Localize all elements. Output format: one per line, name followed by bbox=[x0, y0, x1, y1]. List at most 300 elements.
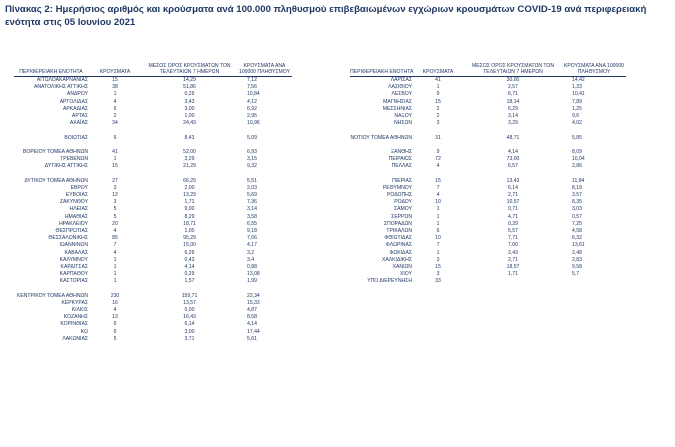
cell-unit: ΗΛΕΙΑΣ bbox=[69, 206, 88, 213]
cell-per100k: 8,68 bbox=[247, 314, 257, 321]
header-avg: ΜΕΣΟΣ ΟΡΟΣ ΚΡΟΥΣΜΑΤΩΝ ΤΟΝ ΤΕΛΕΥΤΑΙΩΝ 7 ΗΜΕΡΩΝ bbox=[148, 63, 231, 76]
cell-cases: 3 bbox=[113, 199, 117, 206]
cell-cases: 1 bbox=[113, 271, 117, 278]
cell-cases: 15 bbox=[435, 263, 441, 270]
cell-per100k: 2,95 bbox=[247, 112, 257, 119]
cell-cases: 9 bbox=[436, 91, 440, 98]
cell-cases: 15 bbox=[112, 77, 118, 83]
cell-unit: ΙΩΑΝΝΙΝΩΝ bbox=[59, 242, 88, 249]
table-row bbox=[14, 321, 292, 328]
cell-avg: 66,29 bbox=[183, 177, 196, 184]
cell-avg: 2,57 bbox=[508, 84, 518, 91]
table-row bbox=[14, 156, 292, 163]
table-row bbox=[14, 206, 292, 213]
cell-unit: ΠΙΕΡΙΑΣ bbox=[392, 177, 412, 184]
cell-avg: 3,00 bbox=[184, 105, 195, 112]
right-table-header bbox=[350, 62, 626, 77]
cell-per100k: 2,48 bbox=[572, 249, 582, 256]
cell-unit: ΖΑΚΥΝΘΟΥ bbox=[59, 199, 88, 206]
cell-per100k: 8,09 bbox=[572, 148, 582, 155]
cell-per100k: 13,08 bbox=[247, 271, 260, 278]
cell-avg: 1,00 bbox=[184, 227, 195, 234]
cell-per100k: 3,4 bbox=[247, 256, 255, 263]
header-unit: ΠΕΡΙΦΕΡΕΙΑΚΗ ΕΝΟΤΗΤΑ bbox=[350, 68, 414, 75]
cell-avg: 48,71 bbox=[506, 134, 520, 141]
cell-avg: 18,14 bbox=[506, 98, 520, 105]
table-row bbox=[14, 199, 292, 206]
cell-cases: 1 bbox=[436, 206, 440, 213]
cell-avg: 3,29 bbox=[184, 156, 195, 163]
cell-avg: 4,71 bbox=[508, 213, 518, 220]
cell-cases: 27 bbox=[112, 177, 118, 184]
cell-per100k: 5,09 bbox=[247, 134, 257, 141]
cell-unit: ΛΑΚΩΝΙΑΣ bbox=[62, 335, 88, 342]
cell-per100k: 4,17 bbox=[247, 242, 257, 249]
cell-cases: 3 bbox=[113, 184, 117, 191]
cell-avg: 2,00 bbox=[184, 184, 195, 191]
cell-per100k: 6,93 bbox=[247, 148, 257, 155]
cell-cases: 1 bbox=[113, 278, 117, 285]
cell-unit: ΔΥΤΙΚΗΣ ΑΤΤΙΚΗΣ bbox=[44, 163, 88, 170]
cell-per100k: 14,42 bbox=[572, 77, 585, 83]
cell-avg: 6,57 bbox=[508, 163, 518, 170]
cell-unit: ΚΑΡΠΑΘΟΥ bbox=[59, 271, 88, 278]
cell-unit: ΑΡΓΟΛΙΔΑΣ bbox=[59, 98, 88, 105]
cell-unit: ΡΕΘΥΜΝΟΥ bbox=[382, 184, 412, 191]
cell-avg: 7,00 bbox=[508, 242, 518, 249]
cell-unit: ΑΙΤΩΛΟΑΚΑΡΝΑΝΙΑΣ bbox=[36, 77, 88, 83]
left-table-header bbox=[14, 62, 292, 77]
cell-avg: 6,14 bbox=[508, 184, 518, 191]
cell-unit: ΑΡΚΑΔΙΑΣ bbox=[63, 105, 88, 112]
cell-avg: 4,14 bbox=[508, 148, 518, 155]
cell-avg: 1,71 bbox=[184, 199, 195, 206]
cell-cases: 7 bbox=[113, 242, 117, 249]
table-row bbox=[350, 271, 626, 278]
cell-per100k: 6,92 bbox=[247, 105, 257, 112]
table-row bbox=[14, 314, 292, 321]
cell-per100k: 7,56 bbox=[247, 84, 257, 91]
table-row bbox=[350, 77, 626, 84]
header-unit: ΠΕΡΙΦΕΡΕΙΑΚΗ ΕΝΟΤΗΤΑ bbox=[19, 68, 83, 75]
cell-unit: ΠΕΛΛΑΣ bbox=[391, 163, 412, 170]
cell-avg: 3,71 bbox=[184, 335, 195, 342]
cell-cases: 3 bbox=[436, 271, 440, 278]
cell-cases: 15 bbox=[435, 177, 441, 184]
cell-per100k: 9,6 bbox=[572, 112, 580, 119]
table-row bbox=[350, 257, 626, 264]
table-row bbox=[14, 192, 292, 199]
table-row bbox=[14, 235, 292, 242]
cell-unit: ΚΙΛΚΙΣ bbox=[71, 307, 88, 313]
cell-cases: 6 bbox=[113, 105, 117, 112]
cell-unit: ΦΘΙΩΤΙΔΑΣ bbox=[384, 235, 412, 242]
table-row bbox=[14, 257, 292, 264]
cell-avg: 2,71 bbox=[508, 256, 518, 263]
cell-unit: ΝΟΤΙΟΥ ΤΟΜΕΑ ΑΘΗΝΩΝ bbox=[350, 134, 412, 141]
table-row bbox=[350, 84, 626, 91]
group-spacer bbox=[14, 142, 292, 149]
table-row bbox=[14, 178, 292, 185]
cell-avg: 0,43 bbox=[184, 256, 195, 263]
cell-per100k: 10,84 bbox=[247, 91, 260, 98]
table-row bbox=[14, 84, 292, 91]
cell-cases: 5 bbox=[113, 206, 117, 213]
cell-unit: ΓΡΕΒΕΝΩΝ bbox=[60, 156, 88, 163]
table-row bbox=[14, 264, 292, 271]
cell-unit: ΗΡΑΚΛΕΙΟΥ bbox=[59, 220, 88, 227]
cell-unit: ΜΑΓΝΗΣΙΑΣ bbox=[383, 98, 412, 105]
table-row bbox=[350, 264, 626, 271]
cell-avg: 4,14 bbox=[184, 263, 195, 270]
table-row bbox=[350, 149, 626, 156]
cell-cases: 2 bbox=[436, 105, 440, 112]
table-row bbox=[350, 106, 626, 113]
cell-per100k: 3,58 bbox=[247, 213, 257, 220]
table-row bbox=[350, 242, 626, 249]
table-row bbox=[14, 329, 292, 336]
cell-cases: 15 bbox=[435, 98, 441, 105]
cell-unit: ΚΩ bbox=[80, 328, 88, 335]
cell-unit: ΥΠΟ ΔΙΕΡΕΥΝΗΣΗ bbox=[367, 278, 412, 285]
cell-unit: ΘΕΣΠΡΩΤΙΑΣ bbox=[55, 227, 88, 234]
cell-cases: 1 bbox=[113, 156, 117, 163]
cell-per100k: 4,02 bbox=[572, 120, 582, 127]
cell-per100k bbox=[562, 278, 626, 285]
cell-cases: 3 bbox=[436, 256, 440, 263]
cell-cases: 2 bbox=[436, 112, 440, 119]
cell-per100k: 2,03 bbox=[247, 184, 257, 191]
table-row bbox=[350, 135, 626, 142]
table-row bbox=[350, 214, 626, 221]
cell-cases: 1 bbox=[436, 249, 440, 256]
table-row bbox=[14, 278, 292, 285]
cell-unit: ΑΝΔΡΟΥ bbox=[66, 91, 88, 98]
cell-avg: 8,29 bbox=[184, 213, 195, 220]
cell-cases: 1 bbox=[113, 256, 117, 263]
cell-cases: 6 bbox=[113, 321, 117, 328]
header-cases: ΚΡΟΥΣΜΑΤΑ bbox=[99, 68, 131, 75]
cell-cases: 4 bbox=[436, 163, 440, 170]
table-row bbox=[14, 228, 292, 235]
cell-cases: 7 bbox=[436, 184, 440, 191]
cell-avg: 6,71 bbox=[508, 91, 518, 98]
cell-avg: 3,00 bbox=[184, 328, 195, 335]
cell-avg: 1,00 bbox=[184, 112, 195, 119]
cell-unit: ΤΡΙΚΑΛΩΝ bbox=[386, 227, 412, 234]
table-row bbox=[350, 99, 626, 106]
cell-per100k: 10,41 bbox=[572, 91, 585, 98]
table-row bbox=[14, 185, 292, 192]
cell-unit: ΛΑΣΙΘΙΟΥ bbox=[388, 84, 412, 91]
cell-unit: ΑΧΑΪΑΣ bbox=[69, 120, 88, 127]
cell-avg: 13,29 bbox=[183, 192, 196, 198]
cell-avg: 51,86 bbox=[183, 84, 196, 91]
cell-avg: 3,14 bbox=[508, 112, 518, 119]
cell-cases: 4 bbox=[113, 307, 117, 313]
cell-unit: ΚΑΛΥΜΝΟΥ bbox=[59, 256, 88, 263]
cell-avg: 18,71 bbox=[183, 220, 196, 227]
cell-avg: 10,57 bbox=[506, 199, 520, 206]
cell-unit: ΧΙΟΥ bbox=[399, 271, 412, 278]
table-row bbox=[350, 278, 626, 285]
left-table bbox=[14, 62, 292, 343]
table-row bbox=[14, 106, 292, 113]
cell-per100k: 3,2 bbox=[247, 249, 255, 256]
cell-unit: ΚΟΖΑΝΗΣ bbox=[63, 314, 88, 321]
cell-cases: 85 bbox=[112, 235, 118, 242]
cell-per100k: 2,86 bbox=[572, 163, 582, 170]
table-row bbox=[350, 235, 626, 242]
table-row bbox=[350, 113, 626, 120]
cell-per100k: 6,55 bbox=[247, 220, 257, 227]
table-row bbox=[350, 156, 626, 163]
cell-unit: ΚΕΝΤΡΙΚΟΥ ΤΟΜΕΑ ΑΘΗΝΩΝ bbox=[16, 292, 88, 299]
cell-unit: ΚΟΡΙΝΘΙΑΣ bbox=[60, 321, 88, 328]
left-table-body bbox=[14, 77, 292, 343]
cell-cases: 10 bbox=[435, 235, 441, 242]
table-row bbox=[14, 163, 292, 170]
cell-unit: ΛΑΡΙΣΑΣ bbox=[390, 77, 412, 83]
cell-cases: 20 bbox=[112, 220, 118, 227]
table-row bbox=[350, 199, 626, 206]
header-avg: ΜΕΣΟΣ ΟΡΟΣ ΚΡΟΥΣΜΑΤΩΝ ΤΟΝ ΤΕΛΕΥΤΑΙΩΝ 7 ΗΜΕΡΩΝ bbox=[471, 63, 555, 76]
cell-avg: 15,00 bbox=[183, 242, 196, 249]
cell-per100k: 4,87 bbox=[247, 307, 257, 313]
cell-avg: 0,29 bbox=[508, 220, 518, 227]
cell-cases: 4 bbox=[113, 249, 117, 256]
table-row bbox=[350, 91, 626, 98]
cell-cases: 5 bbox=[113, 213, 117, 220]
cell-per100k: 5,85 bbox=[572, 134, 582, 141]
cell-unit: ΣΕΡΡΩΝ bbox=[391, 213, 412, 220]
table-row bbox=[350, 120, 626, 127]
cell-per100k: 1,33 bbox=[572, 84, 582, 91]
cell-avg: 7,71 bbox=[508, 235, 518, 242]
cell-per100k: 15,33 bbox=[247, 299, 260, 306]
cell-unit: ΜΕΣΣΗΝΙΑΣ bbox=[382, 105, 412, 112]
cell-unit: ΝΗΣΩΝ bbox=[394, 120, 412, 127]
group-spacer bbox=[350, 142, 626, 149]
cell-cases: 1 bbox=[113, 263, 117, 270]
table-title: Πίνακας 2: Ημερήσιος αριθμός και κρούσματα ανά 100.000 πληθυσμού επιβεβαιωμένων εγχώριων κρουσμάτων COVID-19 ανά περιφερειακή ενότητα στις 05 Ιουνίου 2021 bbox=[5, 4, 647, 28]
cell-cases: 1 bbox=[436, 220, 440, 227]
table-row bbox=[14, 149, 292, 156]
right-table bbox=[350, 62, 626, 285]
cell-avg: 21,29 bbox=[183, 163, 196, 170]
right-table-body bbox=[350, 77, 626, 285]
cell-cases: 5 bbox=[113, 335, 117, 342]
header-cases: ΚΡΟΥΣΜΑΤΑ bbox=[422, 68, 454, 75]
cell-cases: 4 bbox=[436, 192, 440, 198]
table-row bbox=[350, 178, 626, 185]
cell-per100k: 2,83 bbox=[572, 256, 582, 263]
cell-avg: 13,57 bbox=[183, 299, 196, 306]
cell-cases: 38 bbox=[112, 84, 118, 91]
cell-cases: 13 bbox=[112, 314, 118, 321]
cell-unit: ΑΝΑΤΟΛΙΚΗΣ ΑΤΤΙΚΗΣ bbox=[33, 84, 88, 91]
cell-unit: ΛΕΣΒΟΥ bbox=[391, 91, 412, 98]
group-spacer bbox=[14, 127, 292, 134]
cell-per100k: 10,96 bbox=[247, 120, 260, 127]
cell-cases: 9 bbox=[436, 148, 440, 155]
cell-avg: 5,00 bbox=[184, 307, 195, 313]
cell-unit: ΕΥΒΟΙΑΣ bbox=[65, 192, 88, 198]
table-row bbox=[350, 185, 626, 192]
cell-per100k: 1,99 bbox=[247, 278, 257, 285]
cell-cases: 6 bbox=[436, 227, 440, 234]
cell-avg: 3,29 bbox=[508, 120, 518, 127]
cell-avg: 14,29 bbox=[183, 77, 196, 83]
cell-cases: 1 bbox=[436, 213, 440, 220]
cell-avg: 159,71 bbox=[181, 292, 198, 299]
cell-per100k: 3,57 bbox=[572, 192, 582, 198]
cell-per100k: 8,35 bbox=[572, 199, 582, 206]
table-row bbox=[14, 242, 292, 249]
cell-per100k: 1,25 bbox=[572, 105, 582, 112]
cell-avg: 5,57 bbox=[508, 227, 518, 234]
group-spacer bbox=[350, 127, 626, 134]
cell-per100k: 8,18 bbox=[572, 184, 582, 191]
cell-cases: 12 bbox=[112, 192, 118, 198]
cell-cases: 4 bbox=[113, 227, 117, 234]
cell-per100k: 5,61 bbox=[247, 335, 257, 342]
cell-unit: ΡΟΔΟΠΗΣ bbox=[386, 192, 412, 198]
cell-per100k: 7,36 bbox=[247, 199, 257, 206]
cell-cases: 6 bbox=[113, 134, 117, 141]
cell-unit: ΚΑΡΔΙΤΣΑΣ bbox=[60, 263, 88, 270]
table-row bbox=[14, 91, 292, 98]
cell-avg: 6,14 bbox=[184, 321, 195, 328]
group-spacer bbox=[14, 170, 292, 177]
cell-unit: ΒΟΙΩΤΙΑΣ bbox=[64, 134, 88, 141]
cell-unit: ΧΑΛΚΙΔΙΚΗΣ bbox=[381, 256, 412, 263]
cell-avg: 52,00 bbox=[183, 148, 196, 155]
cell-per100k: 7,12 bbox=[247, 77, 257, 83]
cell-per100k: 9,18 bbox=[247, 227, 257, 234]
cell-cases: 33 bbox=[435, 278, 441, 285]
cell-cases: 10 bbox=[435, 199, 441, 206]
cell-cases: 16 bbox=[112, 299, 118, 306]
table-row bbox=[14, 250, 292, 257]
table-row bbox=[350, 163, 626, 170]
cell-per100k: 3,14 bbox=[247, 206, 257, 213]
cell-per100k: 4,14 bbox=[247, 321, 257, 328]
cell-avg: 24,43 bbox=[183, 120, 196, 127]
cell-cases: 34 bbox=[112, 120, 118, 127]
table-row bbox=[14, 300, 292, 307]
cell-unit: ΚΕΡΚΥΡΑΣ bbox=[61, 299, 88, 306]
cell-avg: 95,29 bbox=[183, 235, 196, 242]
cell-avg: 0,29 bbox=[184, 271, 195, 278]
cell-avg: 6,29 bbox=[508, 105, 518, 112]
table-row bbox=[14, 99, 292, 106]
cell-unit: ΞΑΝΘΗΣ bbox=[390, 148, 412, 155]
cell-per100k: 16,04 bbox=[572, 156, 585, 163]
table-row bbox=[14, 336, 292, 343]
table-row bbox=[350, 206, 626, 213]
cell-cases: 41 bbox=[112, 148, 118, 155]
cell-avg: 18,57 bbox=[506, 263, 520, 270]
cell-cases: 6 bbox=[113, 328, 117, 335]
cell-avg: 13,43 bbox=[506, 177, 520, 184]
cell-per100k: 7,89 bbox=[572, 98, 582, 105]
cell-cases: 15 bbox=[112, 163, 118, 170]
table-row bbox=[14, 271, 292, 278]
cell-per100k: 4,58 bbox=[572, 227, 582, 234]
cell-per100k: 6,32 bbox=[572, 235, 582, 242]
cell-per100k: 0,57 bbox=[572, 213, 582, 220]
cell-cases: 1 bbox=[436, 84, 440, 91]
cell-unit: ΡΟΔΟΥ bbox=[394, 199, 412, 206]
cell-per100k: 9,58 bbox=[572, 263, 582, 270]
cell-unit: ΑΡΤΑΣ bbox=[71, 112, 88, 119]
cell-per100k: 0,88 bbox=[247, 263, 257, 270]
cell-per100k: 3,03 bbox=[572, 206, 582, 213]
cell-per100k: 4,12 bbox=[247, 98, 257, 105]
cell-unit: ΚΑΣΤΟΡΙΑΣ bbox=[59, 278, 88, 285]
cell-unit: ΦΛΩΡΙΝΑΣ bbox=[385, 242, 412, 249]
cell-per100k: 22,34 bbox=[247, 292, 260, 299]
table-row bbox=[350, 250, 626, 257]
cell-avg: 9,00 bbox=[184, 206, 195, 213]
cell-unit: ΣΠΟΡΑΔΩΝ bbox=[383, 220, 412, 227]
cell-avg bbox=[464, 278, 562, 285]
cell-unit: ΚΑΒΑΛΑΣ bbox=[64, 249, 88, 256]
cell-avg: 0,29 bbox=[184, 91, 195, 98]
cell-per100k: 5,69 bbox=[247, 192, 257, 198]
table-row bbox=[14, 214, 292, 221]
cell-per100k: 9,32 bbox=[247, 163, 257, 170]
cell-unit: ΒΟΡΕΙΟΥ ΤΟΜΕΑ ΑΘΗΝΩΝ bbox=[23, 148, 88, 155]
header-per100k: ΚΡΟΥΣΜΑΤΑ ΑΝΑ 100000 ΠΛΗΘΥΣΜΟΥ bbox=[564, 63, 624, 76]
cell-cases: 2 bbox=[113, 112, 117, 119]
cell-avg: 16,43 bbox=[183, 314, 196, 321]
cell-per100k: 11,84 bbox=[572, 177, 585, 184]
cell-unit: ΧΑΝΙΩΝ bbox=[392, 263, 412, 270]
cell-avg: 1,57 bbox=[184, 278, 195, 285]
cell-unit: ΕΒΡΟΥ bbox=[70, 184, 88, 191]
cell-cases: 230 bbox=[110, 292, 120, 299]
group-spacer bbox=[14, 285, 292, 292]
cell-avg: 3,43 bbox=[184, 98, 195, 105]
cell-cases: 7 bbox=[436, 242, 440, 249]
table-row bbox=[14, 113, 292, 120]
cell-avg: 6,29 bbox=[184, 249, 195, 256]
cell-unit: ΘΕΣΣΑΛΟΝΙΚΗΣ bbox=[48, 235, 88, 242]
table-row bbox=[14, 307, 292, 314]
cell-cases: 41 bbox=[435, 77, 441, 83]
cell-per100k: 7,25 bbox=[572, 220, 582, 227]
table-row bbox=[350, 221, 626, 228]
table-row bbox=[350, 228, 626, 235]
cell-per100k: 17,44 bbox=[247, 328, 260, 335]
header-per100k: ΚΡΟΥΣΜΑΤΑ ΑΝΑ 100000 ΠΛΗΘΥΣΜΟΥ bbox=[239, 63, 290, 76]
cell-per100k: 3,15 bbox=[247, 156, 257, 163]
table-row bbox=[14, 221, 292, 228]
cell-avg: 30,00 bbox=[506, 77, 520, 83]
cell-unit: ΔΥΤΙΚΟΥ ΤΟΜΕΑ ΑΘΗΝΩΝ bbox=[24, 177, 88, 184]
cell-cases: 1 bbox=[113, 91, 117, 98]
cell-avg: 1,71 bbox=[508, 271, 518, 278]
table-row bbox=[350, 192, 626, 199]
cell-cases: 72 bbox=[435, 156, 441, 163]
cell-unit: ΣΑΜΟΥ bbox=[394, 206, 412, 213]
cell-unit: ΗΜΑΘΙΑΣ bbox=[64, 213, 88, 220]
table-row bbox=[14, 120, 292, 127]
cell-unit: ΠΕΙΡΑΙΩΣ bbox=[388, 156, 412, 163]
cell-avg: 2,71 bbox=[508, 192, 518, 198]
